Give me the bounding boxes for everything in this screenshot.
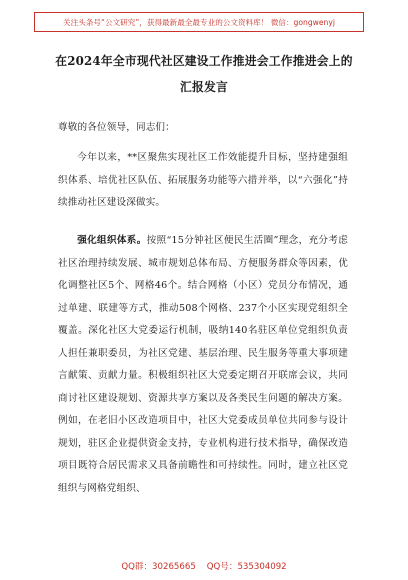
- footer-contact: QQ群：30265665 QQ号：535304092: [121, 562, 287, 572]
- paragraph-intro: 今年以来，**区聚焦实现社区工作效能提升目标，坚持建强组织体系、培优社区队伍、拓展服务功能等六措并举，以“六强化”持续推动社区建设深做实。: [58, 152, 348, 208]
- paragraph-organization: [58, 230, 348, 500]
- paragraph-heading: 强化组织体系。: [77, 235, 147, 246]
- salutation: 尊敬的各位领导，同志们：: [58, 122, 175, 133]
- header-banner: 关注头条号“公文研究”，获得最新最全最专业的公文资料库！ 微信：gongwenyj: [34, 12, 364, 32]
- document-title: 在2024年全市现代社区建设工作推进会工作推进会上的汇报发言: [55, 54, 353, 94]
- paragraph-body: 按照“15分钟社区便民生活圈”理念，充分考虑社区治理持续发展、城市规划总体布局、方便服务群众等因素，优化调整社区5个、网格46个。结合网格（小区）党员分布情况，通过单建、联建等方式，推动508个网格、237个小区实现党组织全覆盖。深化社区大党委运行机制，吸纳140名驻区单位党组织负责人担任兼职委员，为社区党建、基层治理、民生服务等重大事项建言献策、贡献力量。积极组织社区大党委定期召开联席会议，共同商讨社区建设规划、资源共享方案以及各类民生问题的解决方案。例如，在老旧小区改造项目中，社区大党委成员单位共同参与设计规划，驻区企业提供资金支持，专业机构进行技术指导，确保改造项目既符合居民需求又具备前瞻性和可持续性。同时，建立社区党组织与网格党组织、: [58, 235, 348, 494]
